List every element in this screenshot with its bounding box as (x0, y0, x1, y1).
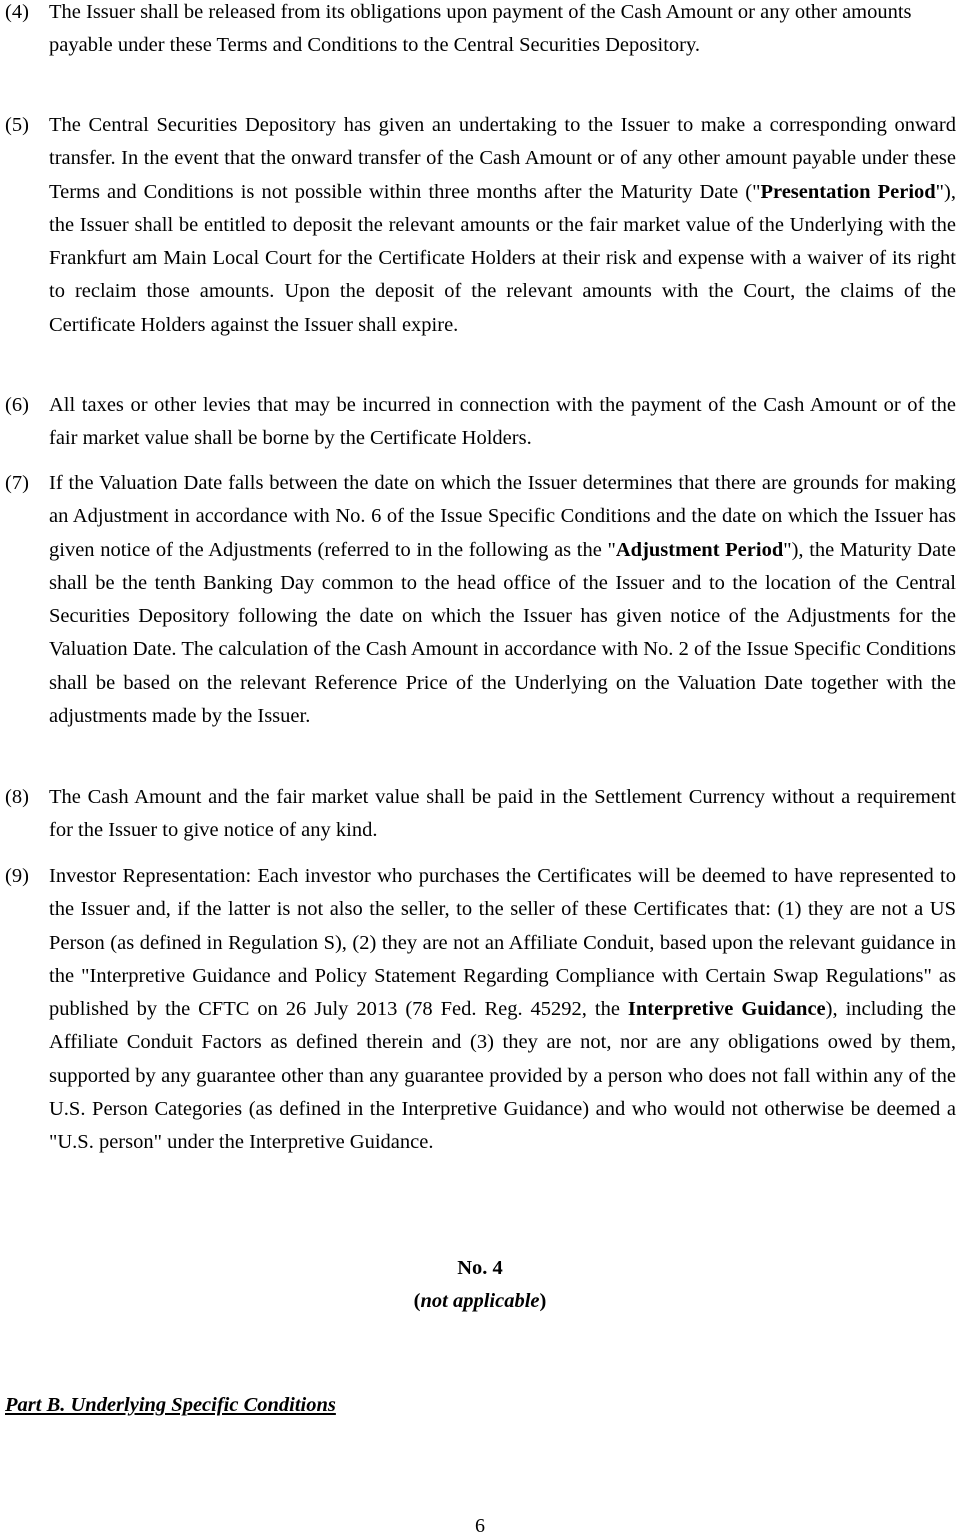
clause-text (49, 0, 956, 63)
clause-8 (5, 781, 956, 848)
defined-term-presentation-period: Presentation Period (760, 180, 936, 203)
clause-6 (5, 389, 956, 456)
section-note-close: ) (539, 1290, 547, 1312)
clause-text-segment: Investor Representation: Each investor who purchases the Certificates will be deemed to have represented to the Issuer and, if the latter is not also the seller, to the seller of these Certificates that: (1) they are not a US Person (as defined in Regulation S), (2) they are not an Affiliate Conduit, based upon the relevant guidance in the "Interpretive Guidance and Policy Statement Regarding Compliance with Certain Swap Regulations" as published by the CFTC on 26 July 2013 (78 Fed. Reg. 45292, the (49, 865, 956, 1021)
section-number-heading: No. 4 (457, 1257, 503, 1279)
clause-text-segment: The Cash Amount and the fair market value shall be paid in the Settlement Currency without a requirement for the Issuer to give notice of any kind. (49, 786, 956, 842)
clause-text-segment: The Issuer shall be released from its obligations upon payment of the Cash Amount or any other amounts payable under these Terms and Conditions to the Central Securities Depository. (49, 1, 912, 57)
section-note-open: ( (413, 1290, 421, 1312)
defined-term-interpretive-guidance: Interpretive Guidance (627, 998, 826, 1021)
clause-9 (5, 860, 956, 1160)
clause-text (49, 389, 956, 456)
clause-7 (5, 467, 956, 733)
clause-text (49, 781, 956, 848)
section-note-text: not applicable (420, 1290, 540, 1312)
clause-number: (7) (5, 472, 29, 494)
clause-number: (8) (5, 786, 29, 808)
clause-number: (9) (5, 865, 29, 887)
clause-text-segment: If the Valuation Date falls between the date on which the Issuer determines that there are grounds for making an Adjustment in accordance with No. 6 of the Issue Specific Conditions and the date on which the Issuer has given notice of the Adjustments (referred to in the following as the " (49, 472, 956, 561)
defined-term-adjustment-period: Adjustment Period (615, 538, 784, 561)
clause-4 (5, 0, 956, 63)
clause-text (49, 467, 956, 733)
clause-text-segment: "), the Maturity Date shall be the tenth Banking Day common to the head office of the Issuer and to the location of the Central Securities Depository following the date on which the Issuer has given notice of the Adjustments for the Valuation Date. The calculation of the Cash Amount in accordance with No. 2 of the Issue Specific Conditions shall be based on the relevant Reference Price of the Underlying on the Valuation Date together with the adjustments made by the Issuer. (49, 538, 956, 728)
clause-text (49, 860, 956, 1160)
page-number: 6 (475, 1515, 485, 1537)
clause-text-segment: All taxes or other levies that may be incurred in connection with the payment of the Cash Amount or of the fair market value shall be borne by the Certificate Holders. (49, 394, 956, 450)
section-note (0, 1285, 960, 1318)
clause-number: (4) (5, 1, 29, 23)
clause-text-segment: ), including the Affiliate Conduit Factors as defined therein and (3) they are not, nor are any obligations owed by them, supported by any guarantee other than any guarantee provided by a person who does not fall within any of the U.S. Person Categories (as defined in the Interpretive Guidance) and who would not otherwise be deemed a "U.S. person" under the Interpretive Guidance. (49, 998, 956, 1154)
part-title: Part B. Underlying Specific Conditions (5, 1394, 336, 1416)
clause-number: (6) (5, 394, 29, 416)
clause-number: (5) (5, 114, 29, 136)
clause-text (49, 109, 956, 342)
clause-text-segment: The Central Securities Depository has given an undertaking to the Issuer to make a corresponding onward transfer. In the event that the onward transfer of the Cash Amount or of any other amount payable under these Terms and Conditions is not possible within three months after the Maturity Date (" (49, 114, 956, 203)
clause-text-segment: "), the Issuer shall be entitled to deposit the relevant amounts or the fair market value of the Underlying with the Frankfurt am Main Local Court for the Certificate Holders at their risk and expense with a waiver of its right to reclaim those amounts. Upon the deposit of the relevant amounts with the Court, the claims of the Certificate Holders against the Issuer shall expire. (49, 180, 956, 336)
clause-5 (5, 109, 956, 342)
